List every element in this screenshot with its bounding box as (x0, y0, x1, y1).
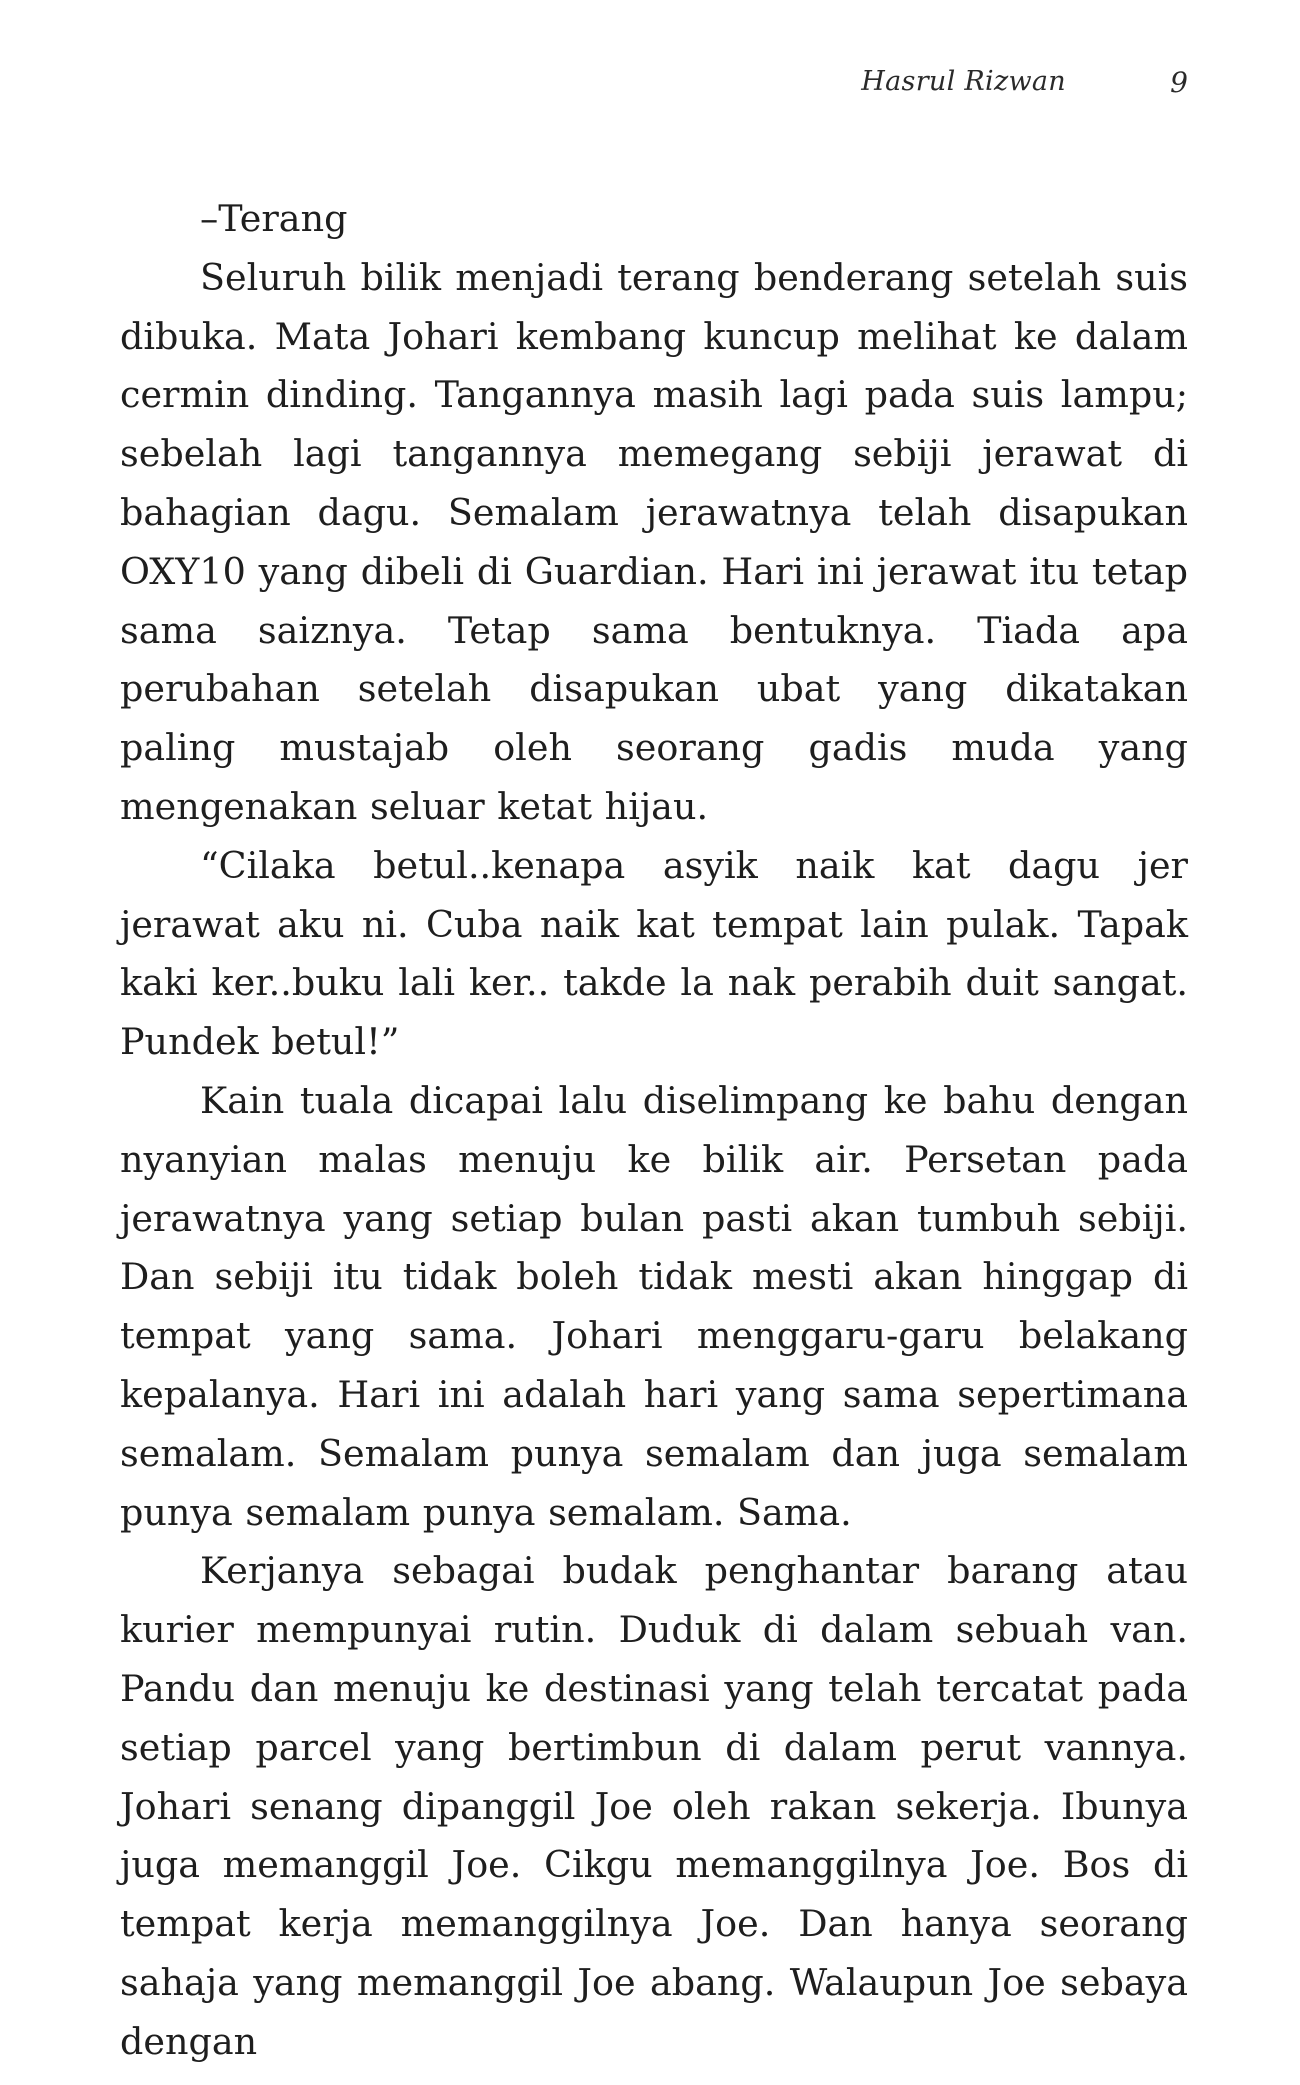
body-text (120, 190, 1188, 2072)
paragraph-kerjanya: Kerjanya sebagai budak penghantar barang atau kurier mempunyai rutin. Duduk di dalam sebuah van. Pandu dan menuju ke destinasi yang telah tercatat pada setiap parcel yang bertimbun di dalam perut vannya. Johari senang dipanggil Joe oleh rakan sekerja. Ibunya juga memanggil Joe. Cikgu memanggilnya Joe. Bos di tempat kerja memanggilnya Joe. Dan hanya seorang sahaja yang memanggil Joe abang. Walaupun Joe sebaya dengan (120, 1549, 1188, 2063)
page-number: 9 (1170, 66, 1188, 99)
paragraph-dialogue-terang: –Terang (200, 197, 348, 240)
paragraph-cilaka-betul: “Cilaka betul..kenapa asyik naik kat dagu jer jerawat aku ni. Cuba naik kat tempat lain pulak. Tapak kaki ker..buku lali ker.. takde la nak perabih duit sangat. Pundek betul!” (120, 843, 1188, 1064)
running-header (120, 66, 1188, 106)
paragraph-bilik-terang: Seluruh bilik menjadi terang benderang setelah suis dibuka. Mata Johari kembang kuncup melihat ke dalam cermin dinding. Tangannya masih lagi pada suis lampu; sebelah lagi tangannya memegang sebiji jerawat di bahagian dagu. Semalam jerawatnya telah disapukan OXY10 yang dibeli di Guardian. Hari ini jerawat itu tetap sama saiznya. Tetap sama bentuknya. Tiada apa perubahan setelah disapukan ubat yang dikatakan paling mustajab oleh seorang gadis muda yang mengenakan seluar ketat hijau. (120, 255, 1188, 828)
running-head-author: Hasrul Rizwan (861, 66, 1066, 97)
paragraph-kain-tuala: Kain tuala dicapai lalu diselimpang ke bahu dengan nyanyian malas menuju ke bilik air. Persetan pada jerawatnya yang setiap bulan pasti akan tumbuh sebiji. Dan sebiji itu tidak boleh tidak mesti akan hinggap di tempat yang sama. Johari menggaru-garu belakang kepalanya. Hari ini adalah hari yang sama sepertimana semalam. Semalam punya semalam dan juga semalam punya semalam punya semalam. Sama. (120, 1078, 1188, 1534)
